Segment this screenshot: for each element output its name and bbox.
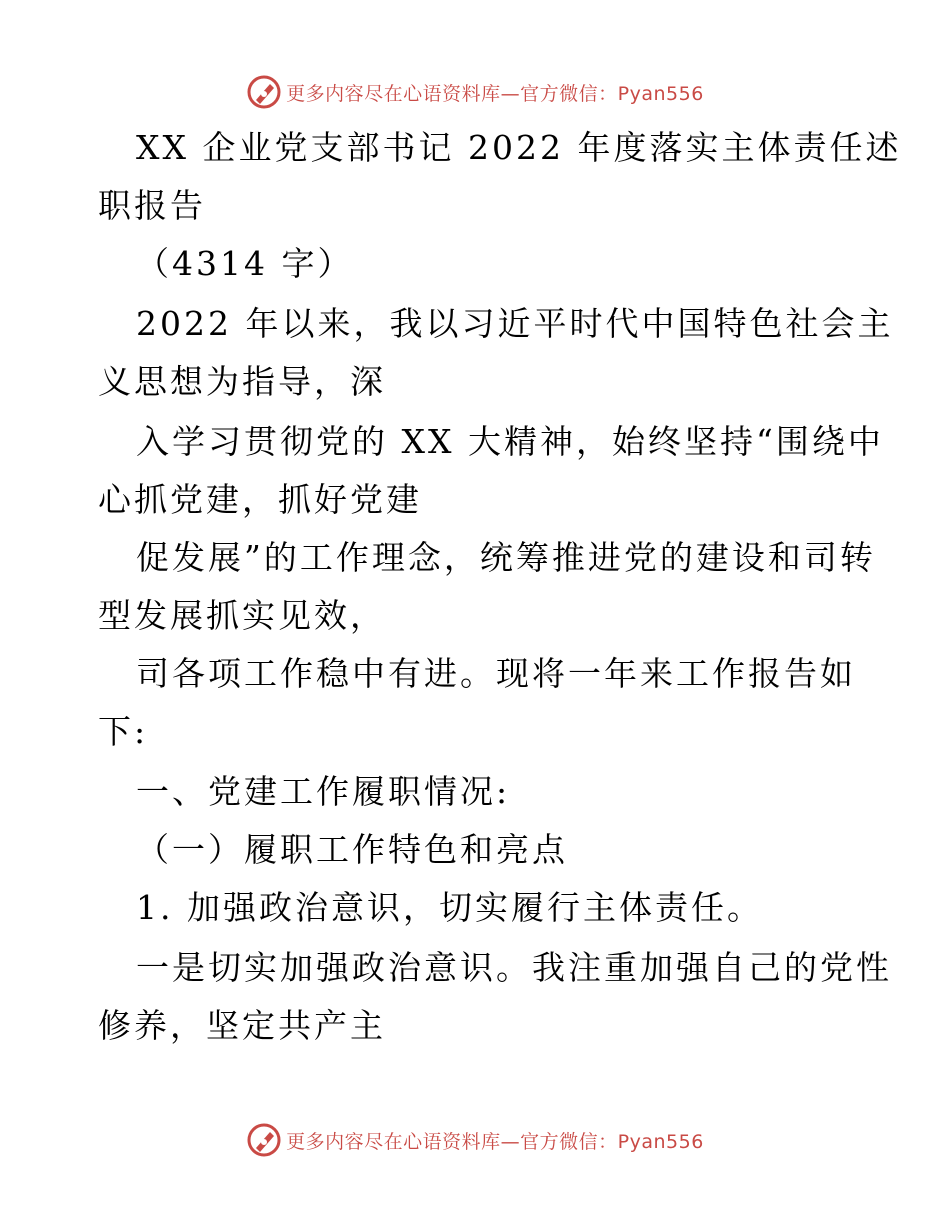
header-watermark <box>0 72 950 112</box>
paragraph-1-line-1: 2022 年以来，我以习近平时代中国特色社会主 <box>136 304 894 343</box>
paragraph-1-line-2: 义思想为指导，深 <box>98 362 386 401</box>
paragraph-3-line-2: 型发展抓实见效， <box>98 596 386 635</box>
paragraph-5-line-1: 一是切实加强政治意识。我注重加强自己的党性 <box>136 948 892 987</box>
logo-icon <box>246 74 282 110</box>
document-title-line-1: XX 企业党支部书记 2022 年度落实主体责任述 <box>136 128 902 167</box>
paragraph-2-line-2: 心抓党建，抓好党建 <box>98 480 422 519</box>
paragraph-2-line-1: 入学习贯彻党的 XX 大精神，始终坚持“围绕中 <box>136 422 884 461</box>
subsection-heading-1: （一）履职工作特色和亮点 <box>136 830 568 869</box>
list-item-1: 1. 加强政治意识，切实履行主体责任。 <box>136 888 763 927</box>
word-count: （4314 字） <box>136 244 354 283</box>
document-title-line-2: 职报告 <box>98 186 206 225</box>
paragraph-4-line-2: 下: <box>98 712 149 751</box>
section-heading-1: 一、党建工作履职情况: <box>136 772 511 811</box>
paragraph-3-line-1: 促发展”的工作理念，统筹推进党的建设和司转 <box>136 538 876 577</box>
footer-watermark <box>0 1120 950 1160</box>
watermark-text: 更多内容尽在心语资料库—官方微信：Pyan556 <box>286 82 704 105</box>
paragraph-4-line-1: 司各项工作稳中有进。现将一年来工作报告如 <box>136 654 856 693</box>
logo-icon <box>246 1122 282 1158</box>
watermark-text: 更多内容尽在心语资料库—官方微信：Pyan556 <box>286 1130 704 1153</box>
paragraph-5-line-2: 修养，坚定共产主 <box>98 1006 386 1045</box>
